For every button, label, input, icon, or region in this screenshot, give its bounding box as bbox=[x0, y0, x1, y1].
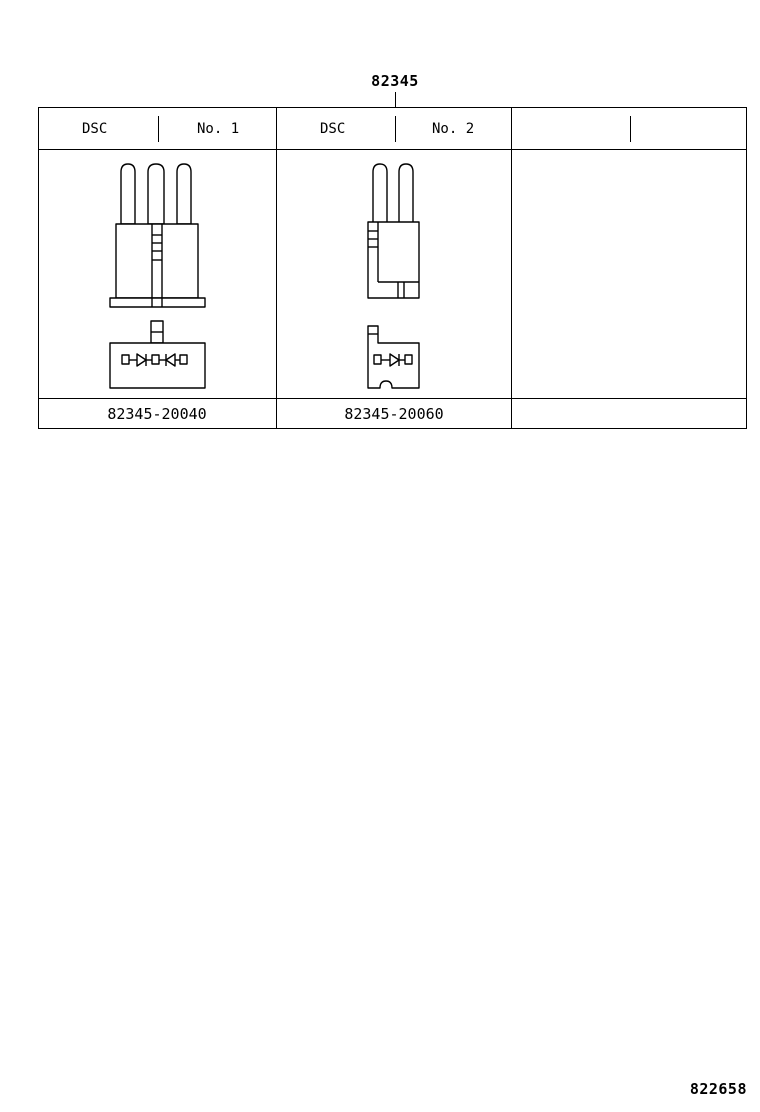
illustration-number: 822658 bbox=[689, 1080, 747, 1098]
group-code-title: 82345 bbox=[371, 72, 419, 90]
connector-no1-drawing bbox=[110, 164, 205, 388]
col2-part-number: 82345-20060 bbox=[344, 405, 444, 423]
col1-no-label: No. 1 bbox=[197, 121, 240, 137]
connector-no2-drawing bbox=[368, 164, 419, 388]
col2-dsc-label: DSC bbox=[320, 121, 346, 137]
col1-part-number: 82345-20040 bbox=[107, 405, 207, 423]
col2-no-label: No. 2 bbox=[432, 121, 475, 137]
col1-dsc-label: DSC bbox=[82, 121, 108, 137]
